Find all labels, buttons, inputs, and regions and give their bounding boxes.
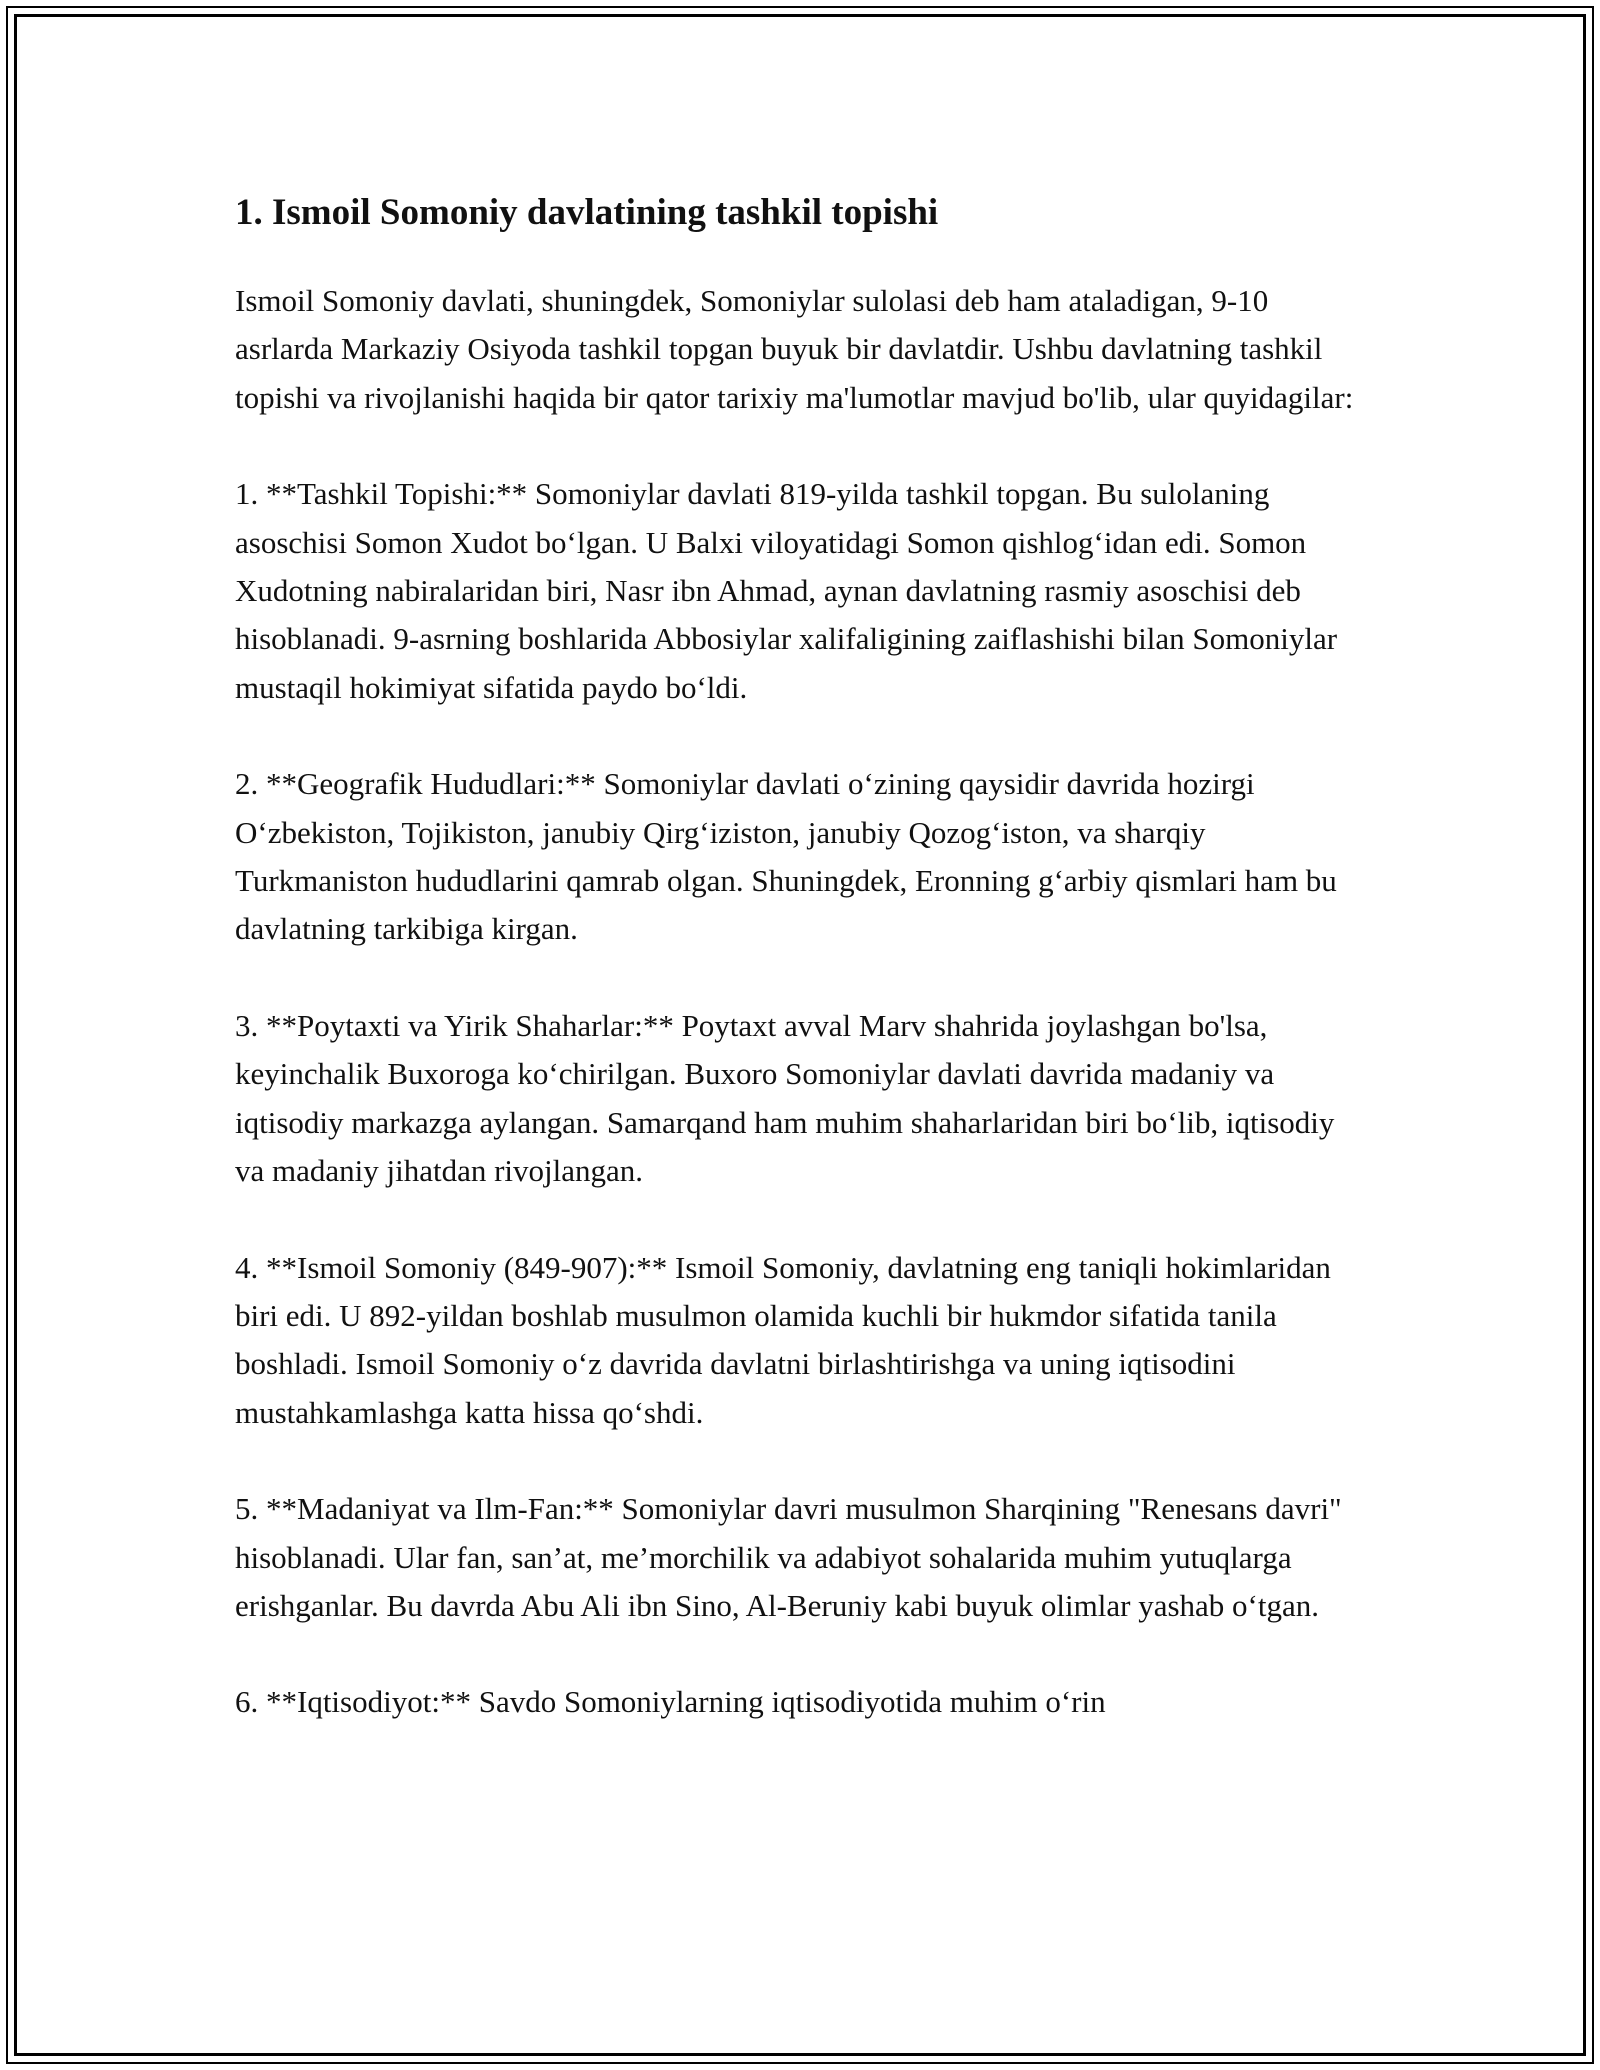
page-title: 1. Ismoil Somoniy davlatining tashkil topishi [235, 192, 939, 233]
paragraph-tashkil-topishi: 1. **Tashkil Topishi:** Somoniylar davlati 819-yilda tashkil topgan. Bu sulolaning asoschisi Somon Xudot bo‘lgan. U Balxi viloyatidagi Somon qishlog‘idan edi. Somon Xudotning nabiralaridan biri, Nasr ibn Ahmad, aynan davlatning rasmiy asoschisi deb hisoblanadi. 9-asrning boshlarida Abbosiylar xalifaligining zaiflashishi bilan Somoniylar mustaqil hokimiyat sifatida paydo bo‘ldi. [235, 476, 1338, 705]
document-body [235, 185, 1365, 1775]
paragraph-ismoil-somoniy: 4. **Ismoil Somoniy (849-907):** Ismoil Somoniy, davlatning eng taniqli hokimlaridan biri edi. U 892-yildan boshlab musulmon olamida kuchli bir hukmdor sifatida tanila boshladi. Ismoil Somoniy o‘z davrida davlatni birlashtirishga va uning iqtisodini mustahkamlashga katta hissa qo‘shdi. [235, 1249, 1331, 1430]
paragraph-iqtisodiyot: 6. **Iqtisodiyot:** Savdo Somoniylarning iqtisodiyotida muhim o‘rin [235, 1684, 1106, 1720]
paragraph-madaniyat: 5. **Madaniyat va Ilm-Fan:** Somoniylar davri musulmon Sharqining "Renesans davri" hisoblanadi. Ular fan, san’at, me’morchilik va adabiyot sohalarida muhim yutuqlarga erishganlar. Bu davrda Abu Ali ibn Sino, Al-Beruniy kabi buyuk olimlar yashab o‘tgan. [235, 1491, 1342, 1623]
paragraph-poytaxti: 3. **Poytaxti va Yirik Shaharlar:** Poytaxt avval Marv shahrida joylashgan bo'lsa, keyinchalik Buxoroga ko‘chirilgan. Buxoro Somoniylar davlati davrida madaniy va iqtisodiy markazga aylangan. Samarqand ham muhim shaharlaridan biri bo‘lib, iqtisodiy va madaniy jihatdan rivojlangan. [235, 1007, 1335, 1189]
intro-paragraph: Ismoil Somoniy davlati, shuningdek, Somoniylar sulolasi deb ham ataladigan, 9-10 asrlarda Markaziy Osiyoda tashkil topgan buyuk bir davlatdir. Ushbu davlatning tashkil topishi va rivojlanishi haqida bir qator tarixiy ma'lumotlar mavjud bo'lib, ular quyidagilar: [235, 283, 1354, 415]
paragraph-geografik-hududlari: 2. **Geografik Hududlari:** Somoniylar davlati o‘zining qaysidir davrida hozirgi O‘zbekiston, Tojikiston, janubiy Qirg‘iziston, janubiy Qozog‘iston, va sharqiy Turkmaniston hududlarini qamrab olgan. Shuningdek, Eronning g‘arbiy qismlari ham bu davlatning tarkibiga kirgan. [235, 766, 1337, 947]
